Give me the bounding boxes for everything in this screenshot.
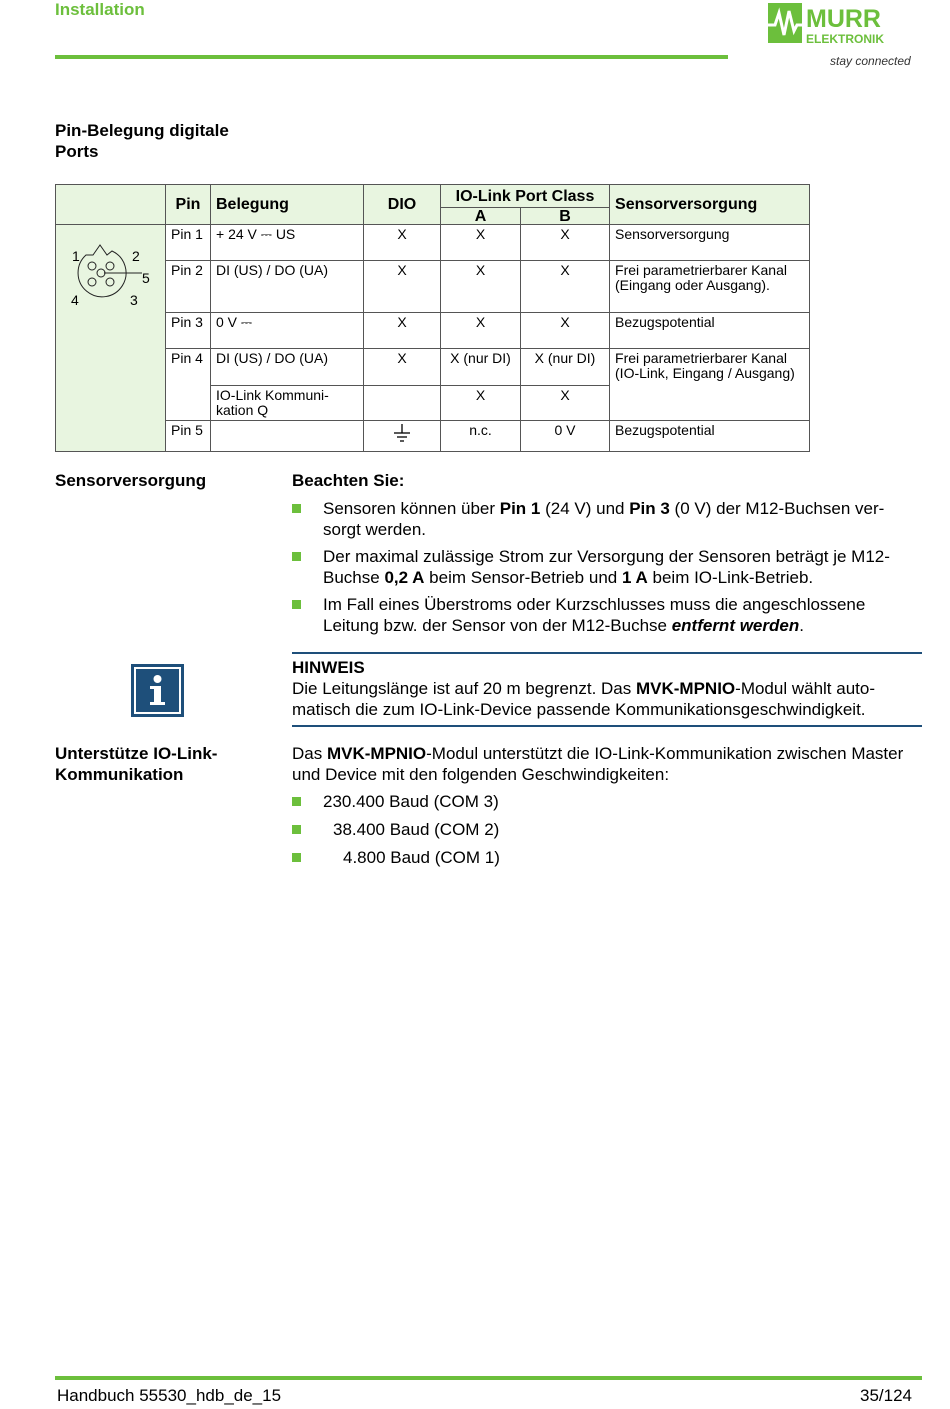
pin3-belegung: 0 V ⎓ [211,313,364,349]
svg-text:ELEKTRONIK: ELEKTRONIK [806,32,884,46]
speed-item-1: 230.400 Baud (COM 3) [292,791,922,812]
pin5-dio [364,421,441,452]
iolink-text: Das MVK-MPNIO-Modul unterstützt die IO-Link-Kommunikation zwischen Master und Device mit den folgenden Geschwindigkeiten: [292,744,904,784]
col-dio: DIO [364,185,441,225]
bullet-square-icon [292,853,301,862]
col-class-b: B [521,208,610,225]
pin1-dio: X [364,225,441,261]
murr-elektronik-logo [768,3,913,68]
hinweis-title: HINWEIS [292,658,365,677]
pin2-pin: Pin 2 [166,261,211,313]
pin2-sensor: Frei parametrierbarer Kanal (Eingang oder Ausgang). [610,261,810,313]
pin4-q-a: X [441,386,521,421]
m12-connector-icon [56,227,164,307]
pin5-sensor: Bezugspotential [610,421,810,452]
pin2-b: X [521,261,610,313]
bullet-square-icon [292,600,301,609]
col-sensorversorgung: Sensorversorgung [610,185,810,225]
hinweis-text: Die Leitungslänge ist auf 20 m begrenzt. Das MVK-MPNIO-Modul wählt auto-matisch die zum IO-Link-Device passende Kommunikationsgeschwindigkeit. [292,679,875,719]
bullet-square-icon [292,797,301,806]
page-heading: Pin-Belegung digitale Ports [55,121,229,161]
connector-pin-number: 2 [132,248,140,264]
ground-icon [392,423,412,443]
pin2-dio: X [364,261,441,313]
pin4-q-belegung: IO-Link Kommuni-kation Q [211,386,364,421]
footer-page-number: 35/124 [860,1386,912,1405]
hinweis-rule-top [292,652,922,654]
table-corner [56,185,166,225]
sensorversorgung-label: Sensorversorgung [55,471,207,490]
pin3-a: X [441,313,521,349]
pin5-b: 0 V [521,421,610,452]
pin4-q-b: X [521,386,610,421]
pin-table [55,184,810,452]
pin4-b: X (nur DI) [521,349,610,386]
beachten-heading: Beachten Sie: [292,471,405,490]
pin1-belegung: + 24 V ⎓ US [211,225,364,261]
pin4-belegung: DI (US) / DO (UA) [211,349,364,386]
pin3-dio: X [364,313,441,349]
pin1-b: X [521,225,610,261]
info-icon [131,664,184,717]
sensor-bullet-1: Sensoren können über Pin 1 (24 V) und Pin 3 (0 V) der M12-Buchsen ver-sorgt werden. [292,498,922,540]
pin3-sensor: Bezugspotential [610,313,810,349]
svg-text:stay connected: stay connected [830,54,911,68]
connector-pin-number: 5 [142,270,150,286]
pin4-dio: X [364,349,441,386]
speed-item-3: 4.800 Baud (COM 1) [292,847,922,868]
connector-pin-number: 3 [130,292,138,307]
pin4-q-dio [364,386,441,421]
pin1-pin: Pin 1 [166,225,211,261]
connector-pin-number: 1 [72,248,80,264]
speed-item-2: 38.400 Baud (COM 2) [292,819,922,840]
svg-text:MURR: MURR [806,5,881,33]
bullet-square-icon [292,504,301,513]
col-pin: Pin [166,185,211,225]
pin4-sensor: Frei parametrierbarer Kanal (IO-Link, Eingang / Ausgang) [610,349,810,421]
pin5-a: n.c. [441,421,521,452]
col-port-class: IO-Link Port Class [441,185,610,208]
sensor-bullet-2: Der maximal zulässige Strom zur Versorgung der Sensoren beträgt je M12-Buchse 0,2 A beim Sensor-Betrieb und 1 A beim IO-Link-Betrieb. [292,546,922,588]
sensor-bullet-3: Im Fall eines Überstroms oder Kurzschlusses muss die angeschlossene Leitung bzw. der Sensor von der M12-Buchse entfernt werden. [292,594,922,636]
pin5-pin: Pin 5 [166,421,211,452]
section-title: Installation [55,0,145,19]
pin4-pin: Pin 4 [166,349,211,421]
pin1-sensor: Sensorversorgung [610,225,810,261]
pin2-belegung: DI (US) / DO (UA) [211,261,364,313]
header-rule [55,55,728,59]
pin3-b: X [521,313,610,349]
pin4-a: X (nur DI) [441,349,521,386]
pin5-belegung [211,421,364,452]
connector-pin-number: 4 [71,292,79,307]
connector-cell [56,225,166,452]
pin2-a: X [441,261,521,313]
col-class-a: A [441,208,521,225]
footer-rule [55,1376,922,1380]
bullet-square-icon [292,552,301,561]
pin3-pin: Pin 3 [166,313,211,349]
col-belegung: Belegung [211,185,364,225]
footer-document: Handbuch 55530_hdb_de_15 [57,1386,282,1405]
bullet-square-icon [292,825,301,834]
iolink-label: Unterstütze IO-Link-Kommunikation [55,744,218,784]
pin1-a: X [441,225,521,261]
hinweis-rule-bottom [292,725,922,727]
